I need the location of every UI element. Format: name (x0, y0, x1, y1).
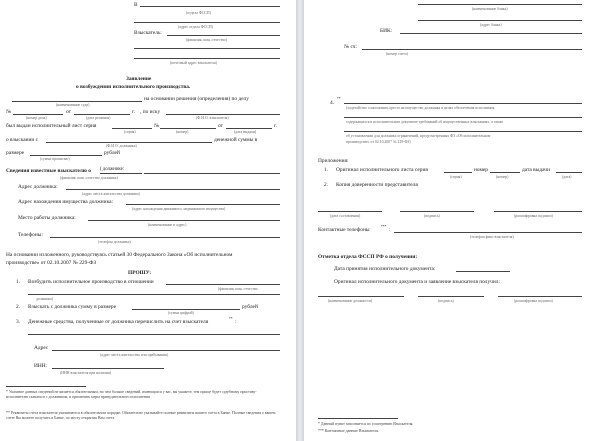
bank-address-line[interactable] (418, 20, 582, 21)
footnote-2: ** Реквизиты счета взыскателя указываются в обязательном порядке. Обязательно указывайте полные реквизиты вашего счета в Банке. Полные сведения о вашем счете Вы можете получить в Банке, по месту открытия Вам счета (6, 411, 276, 420)
debtor-address-line[interactable] (66, 189, 280, 190)
claimant-name-caption: (фамилия, имя, отчество) (186, 38, 227, 42)
att1-num-caption: (номер) (496, 175, 509, 179)
sign-date-line[interactable] (318, 211, 382, 212)
item1-line-2[interactable] (28, 294, 280, 295)
item3-text: Денежные средства, полученные от должника перечислить на счет взыскателя (28, 319, 209, 325)
item2-num: 2. (16, 304, 21, 310)
work-caption: (наименование и адрес) (148, 223, 187, 227)
official-caption: (наименование должности) (328, 299, 373, 303)
claimant-label: Взыскатель: (134, 30, 162, 36)
property-line[interactable] (126, 204, 280, 205)
sum-words-caption: (сумма прописью) (40, 157, 70, 161)
item1-num: 1. (16, 279, 21, 285)
receipt-original-label: Оригинал исполнительного документа и заявление взыскателя получил: (334, 279, 500, 285)
bank-address-caption: (адрес банка) (480, 23, 502, 27)
claimant-fio-caption: (Ф.И.О. взыскателя) (196, 116, 229, 120)
debtor-address-label: Адрес должника: (18, 184, 58, 190)
claimant-address-line-2[interactable] (134, 58, 280, 59)
item2-line[interactable] (132, 309, 240, 310)
att1-date-line[interactable] (556, 172, 582, 173)
court-caption: (наименование суда) (56, 103, 90, 107)
item3-num: 3. (16, 319, 21, 325)
left-page (0, 0, 296, 441)
page-gutter (296, 0, 304, 441)
phones-caption: (телефон должника) (98, 240, 131, 244)
recover-text: о взыскании с (6, 137, 39, 143)
rub-label: рублей (104, 150, 120, 156)
item4-caption-3: об установлении для должника ограничений, предусмотренных ФЗ «Об исполнительном (346, 134, 491, 138)
fssp-dept-caption: (отдела ФССП) (186, 11, 211, 15)
item3-colon: : (235, 319, 237, 325)
att1-no-label: номер (474, 167, 488, 173)
claimant-name-line[interactable] (167, 35, 280, 36)
size-label: размере (6, 150, 25, 156)
contact-colon: : (389, 227, 391, 233)
basis-text: на основании решения (определения) по делу (144, 96, 249, 102)
addr-label: Адрес (34, 345, 49, 351)
item4-line-2[interactable] (344, 117, 582, 118)
title-line-2: о возбуждении исполнительного производства. (76, 84, 191, 90)
account-line[interactable] (362, 49, 582, 50)
official-sign-caption: (подпись) (438, 299, 454, 303)
writ-series-caption: (серия) (124, 130, 136, 134)
item4-caption-1: (ходатайство о наложении ареста на имущество должника в целях обеспечения исполнения (346, 106, 495, 110)
contact-line[interactable] (394, 232, 582, 233)
debtor-fio2-caption: (фамилия, имя, отчество должника) (60, 176, 118, 180)
item1-caption-2: должника) (36, 297, 54, 301)
addr-line[interactable] (52, 350, 280, 351)
sign-date-caption: (дата составления) (330, 214, 361, 218)
law-text-2: производстве» от 02.10.2007 № 229-ФЗ (6, 260, 97, 266)
account-caption: (номер счета) (386, 52, 408, 56)
official-decode-line[interactable] (498, 296, 582, 297)
court-line[interactable] (12, 101, 142, 102)
debtor-fio-line[interactable] (46, 142, 212, 143)
from-label: от (66, 109, 71, 115)
att1-series-caption: (серия) (450, 175, 462, 179)
case-num-line[interactable] (13, 114, 63, 115)
att1-series-line[interactable] (444, 172, 472, 173)
official-sign-line[interactable] (418, 296, 484, 297)
contact-sup: *** (381, 225, 387, 229)
writ-no-label: № (154, 123, 160, 129)
item2-caption: (сумма цифрой) (168, 311, 194, 315)
item3-line[interactable] (28, 334, 280, 335)
att2-num: 2. (324, 182, 329, 188)
writ-num-line[interactable] (160, 128, 216, 129)
att2-text: Копия доверенности представителя (336, 182, 418, 188)
item4-sup: ** (337, 97, 341, 101)
fssp-address-caption: (адрес отдела ФССП) (178, 25, 213, 29)
year-label: г. (132, 109, 135, 115)
item2-text: Взыскать с должника сумму в размере (28, 304, 116, 310)
plaintiff-line[interactable] (166, 114, 280, 115)
writ-date-caption: (дата выдачи) (234, 130, 257, 134)
case-date-caption: (дата решения) (86, 116, 111, 120)
work-label: Место работы должника: (18, 215, 76, 221)
footnote-1: * Указание данных сведений не является обязательным, но чем больше сведений, имеющихся у вас, вы укажете, тем проще будет судебному приставу-исполнителю скачаться с должником, и применить меры принудительного исполнения (6, 390, 257, 399)
bik-line[interactable] (400, 33, 582, 34)
writ-from-label: от (218, 123, 223, 129)
item4-caption-2: содержащихся в исполнительном документе требований об имущественных взысканиях, а также (346, 120, 504, 124)
property-caption: (адрес нахождения движимого, недвижимого имущества) (132, 207, 226, 211)
bik-label: БИК: (380, 28, 393, 34)
att1-date-label: дата выдачи (522, 167, 550, 173)
request-heading: ПРОШУ: (128, 270, 152, 276)
att1-text: Оригинал исполнительного листа серия (336, 167, 428, 173)
claimant-address-line-1[interactable] (134, 48, 280, 49)
footnote-separator (6, 386, 86, 387)
contact-label: Контактные телефоны (318, 227, 370, 233)
item4-line[interactable] (344, 103, 582, 104)
money-text: денежной суммы в (214, 137, 258, 143)
work-line[interactable] (88, 220, 280, 221)
item1-line[interactable] (166, 284, 280, 285)
no-label: № (6, 109, 12, 115)
debtor-caption: ( должнике: (100, 167, 125, 172)
case-date-line[interactable] (74, 114, 130, 115)
claimant-address-caption: (почтовый адрес взыскателя) (170, 61, 217, 65)
footnote-3: * Данный пункт заполняется по усмотрению Взыскателя. (318, 422, 414, 426)
item1-text: Возбудить исполнительное производство в отношении (28, 279, 154, 285)
writ-text: был выдан исполнительный лист серия (6, 123, 97, 129)
attachments-heading: Приложения: (318, 158, 349, 164)
item2-rub: рублей (242, 304, 258, 310)
title-line-1: Заявление (126, 76, 152, 82)
to-label: В (134, 2, 138, 8)
footnote-separator-right (318, 418, 398, 419)
bank-line[interactable] (418, 4, 582, 5)
inn-caption: (ИНН взыскателя при наличии) (60, 371, 112, 375)
item1-caption: (фамилия, имя, отчество (218, 287, 258, 291)
writ-date-line[interactable] (226, 128, 272, 129)
contact-caption: (телефон фикс взыскателя) (470, 235, 514, 239)
item3-sup: ** (229, 317, 233, 321)
debtor-fio-caption: (Ф.И.О. должника) (106, 144, 137, 148)
item4-caption-4: производстве» от 02.10.2007 № 229-ФЗ) (346, 140, 411, 144)
inn-line[interactable] (52, 368, 164, 369)
inn-label: ИНН: (34, 363, 48, 369)
plaintiff-label: , по иску (140, 109, 161, 115)
fssp-mark-heading: Отметка отдела ФССП РФ о получении: (318, 254, 418, 260)
bank-caption: (наименование банка) (472, 7, 508, 11)
debtor-info-heading: Сведения известные взыскателю о (6, 168, 91, 174)
debtor-address-caption: (адрес места жительства должника) (82, 192, 140, 196)
writ-year-label: г. (274, 123, 277, 129)
writ-series-line[interactable] (112, 128, 152, 129)
att1-date-caption: (дата) (562, 175, 572, 179)
addr-caption: (адрес места жительства или пребывания) (100, 353, 169, 357)
receipt-date-line[interactable] (456, 271, 510, 272)
sign-decode-line[interactable] (494, 211, 582, 212)
case-num-caption: (номер дела) (26, 116, 47, 120)
debtor-info-line[interactable] (100, 173, 142, 174)
item4-num: 4. (330, 100, 335, 106)
footnote-4: *** Контактные данные Взыскателя. (318, 429, 379, 433)
sum-line[interactable] (30, 155, 102, 156)
law-text-1: На основании изложенного, руководствуясь статьей 30 Федерального Закона «Об исполнительном (6, 252, 233, 258)
att1-num-line[interactable] (490, 172, 520, 173)
sign-line[interactable] (400, 211, 474, 212)
fssp-dept-line[interactable] (140, 6, 280, 7)
writ-num-caption: (номер) (176, 130, 189, 134)
official-decode-caption: (расшифровка подписи) (514, 299, 553, 303)
official-line[interactable] (318, 296, 404, 297)
account-label: № сч: (344, 44, 357, 50)
phones-label: Телефоны: (18, 232, 43, 238)
property-label: Адрес нахождения имущества должника: (18, 199, 113, 205)
sign-caption: (подпись) (424, 214, 440, 218)
att1-num: 1. (324, 167, 329, 173)
item4-line-3[interactable] (344, 131, 582, 132)
phones-line[interactable] (50, 237, 280, 238)
sign-decode-caption: (расшифровка подписи) (514, 214, 553, 218)
receipt-date-label: Дата принятия исполнительного документа: (334, 266, 436, 272)
debtor-name-line[interactable] (144, 173, 280, 174)
fssp-address-line[interactable] (134, 22, 280, 23)
right-page (304, 0, 600, 441)
